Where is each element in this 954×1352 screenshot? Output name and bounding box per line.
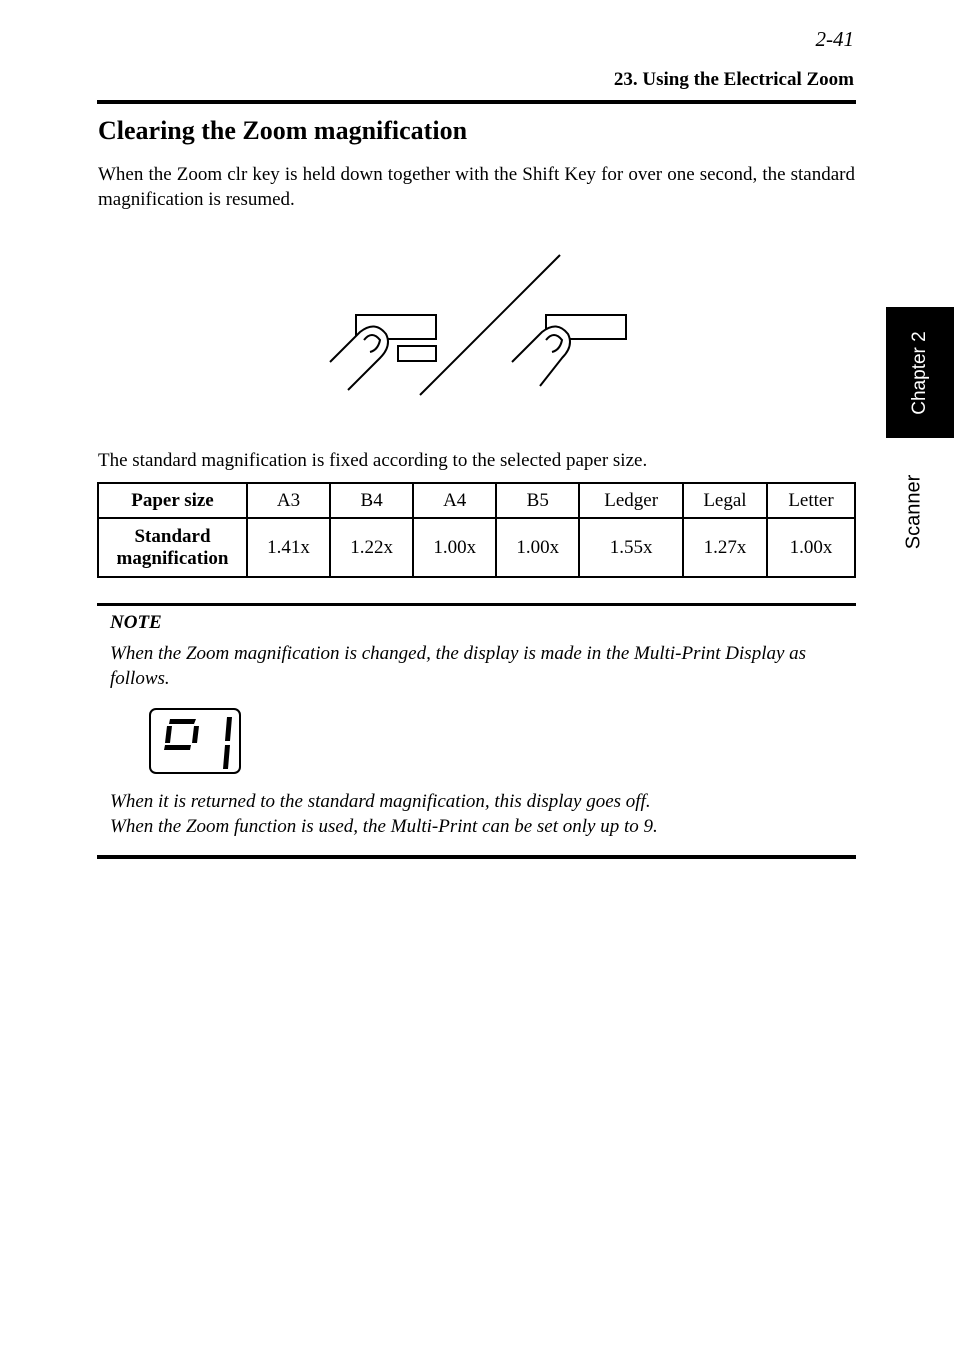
finger-press-icon [330,315,436,390]
magnification-table [97,482,856,578]
note-rule-top [97,603,856,606]
table-column-header: Ledger [579,483,683,518]
table-column-header: B4 [330,483,413,518]
table-row-header: Standard magnification [98,518,247,577]
table-cell: 1.55x [579,518,683,577]
note-line-2: When the Zoom function is used, the Multi-Print can be set only up to 9. [110,816,658,837]
table-column-header: A4 [413,483,496,518]
table-cell: 1.00x [413,518,496,577]
table-column-header: Legal [683,483,767,518]
table-caption: The standard magnification is fixed according to the selected paper size. [98,450,648,471]
running-header: 23. Using the Electrical Zoom [613,69,854,90]
table-cell: 1.22x [330,518,413,577]
table-cell: 1.00x [496,518,579,577]
table-row-header: Paper size [98,483,247,518]
table-cell: 1.41x [247,518,330,577]
lcd-display-icon [148,707,244,777]
note-rule-bottom [97,855,856,859]
header-rule [97,100,856,104]
table-cell: 1.00x [767,518,855,577]
intro-paragraph: When the Zoom clr key is held down together with the Shift Key for over one second, the standard magnification is resumed. [98,164,855,210]
note-paragraph: When the Zoom magnification is changed, the display is made in the Multi-Print Display as follows. [110,643,807,689]
table-header-row [98,483,855,518]
table-row [98,518,855,577]
section-title: Clearing the Zoom magnification [98,116,468,145]
table-column-header: B5 [496,483,579,518]
table-column-header: Letter [767,483,855,518]
section-side-label: Scanner [902,474,925,550]
finger-press-icon [512,315,626,386]
chapter-tab-label: Chapter 2 [909,330,930,415]
key-press-illustration [320,250,640,400]
note-line-1: When it is returned to the standard magnification, this display goes off. [110,791,651,812]
note-label: NOTE [110,612,162,633]
table-column-header: A3 [247,483,330,518]
page-number: 2-41 [815,27,854,51]
table-cell: 1.27x [683,518,767,577]
chapter-tab [886,307,954,438]
